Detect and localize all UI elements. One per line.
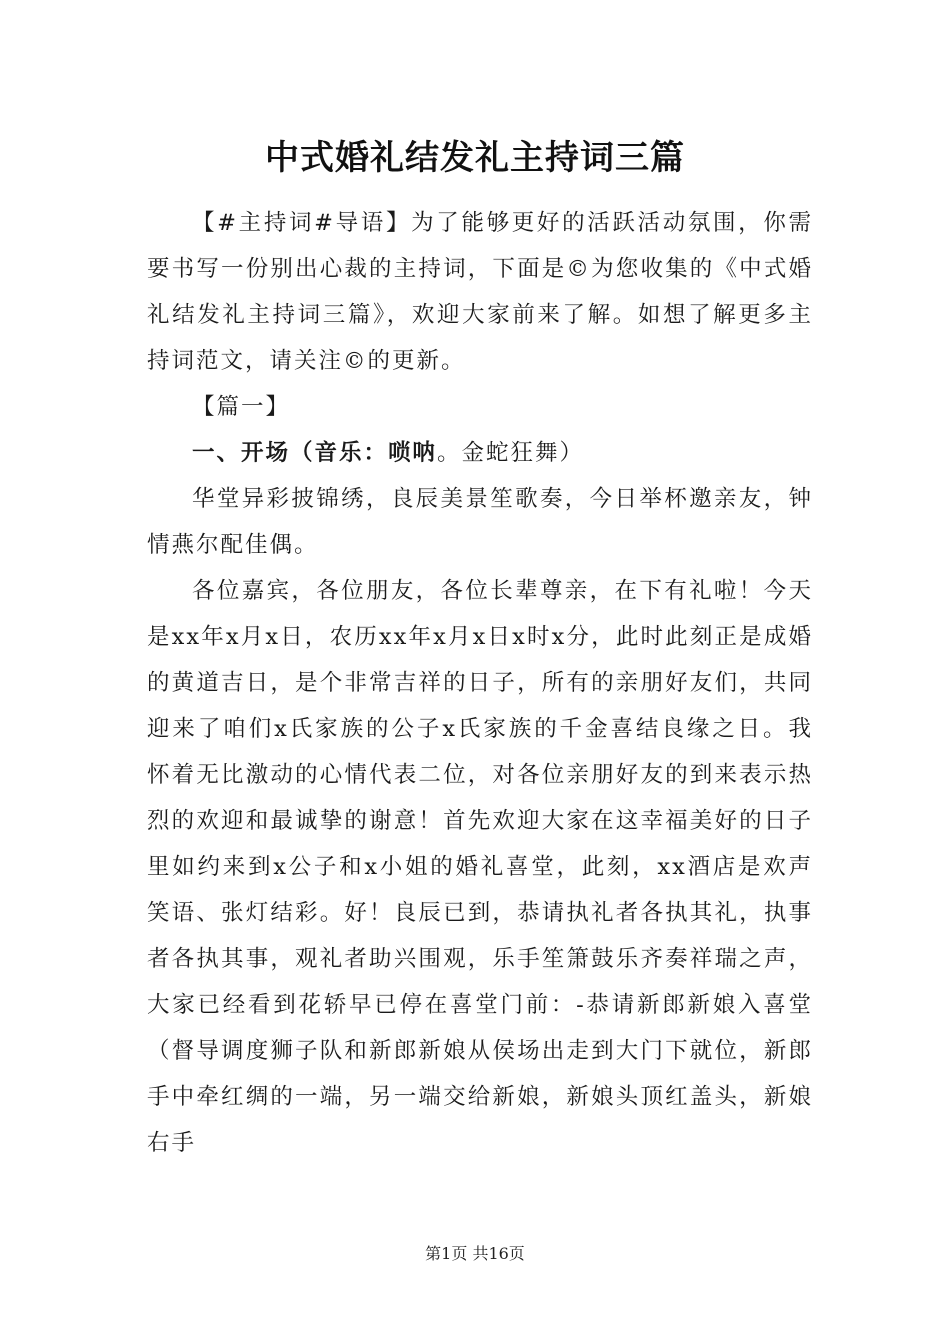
section-heading-main: 一、开场（音乐： bbox=[192, 440, 389, 466]
page-number: 第1页 共16页 bbox=[425, 1244, 525, 1263]
speech-paragraph: 各位嘉宾，各位朋友，各位长辈尊亲，在下有礼啦！今天是xx年x月x日，农历xx年x月x日x时x分，此时此刻正是成婚的黄道吉日，是个非常吉祥的日子，所有的亲朋好友们，共同迎来了咱们x氏家族的公子x氏家族的千金喜结良缘之日。我怀着无比激动的心情代表二位，对各位亲朋好友的到来表示热烈的欢迎和最诚挚的谢意！首先欢迎大家在这幸福美好的日子里如约来到x公子和x小姐的婚礼喜堂，此刻，xx酒店是欢声笑语、张灯结彩。好！良辰已到，恭请执礼者各执其礼，执事者各执其事，观礼者助兴围观，乐手笙箫鼓乐齐奏祥瑞之声，大家已经看到花轿早已停在喜堂门前：-恭请新郎新娘入喜堂（督导调度狮子队和新郎新娘从侯场出走到大门下就位，新郎手中牵红绸的一端，另一端交给新娘，新娘头顶红盖头，新娘右手 bbox=[147, 578, 813, 1156]
document-body bbox=[147, 200, 813, 1166]
section-heading-bold-tail: 唢呐 bbox=[388, 440, 438, 466]
section-label: 【篇一】 bbox=[192, 394, 291, 420]
section-heading-rest: 。金蛇狂舞） bbox=[437, 440, 585, 466]
document-title: 中式婚礼结发礼主持词三篇 bbox=[265, 138, 685, 178]
verse-paragraph: 华堂异彩披锦绣，良辰美景笙歌奏，今日举杯邀亲友，钟情燕尔配佳偶。 bbox=[147, 486, 813, 558]
section-heading bbox=[147, 430, 813, 476]
intro-paragraph: 【#主持词#导语】为了能够更好的活跃活动氛围，你需要书写一份别出心裁的主持词，下面是©为您收集的《中式婚礼结发礼主持词三篇》，欢迎大家前来了解。如想了解更多主持词范文，请关注©的更新。 bbox=[147, 210, 813, 374]
